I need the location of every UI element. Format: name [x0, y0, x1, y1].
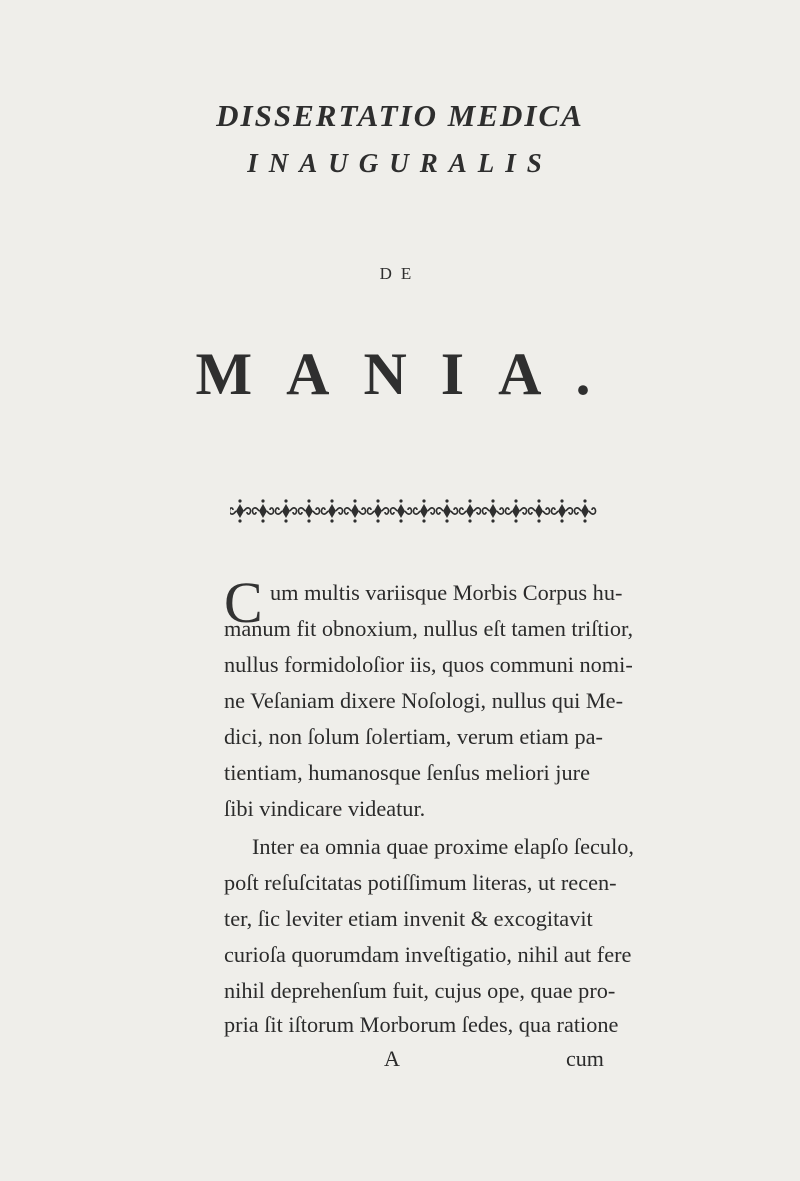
fleuron-unit	[390, 499, 411, 522]
fleuron-unit	[321, 499, 342, 522]
text-line-11: curioſa quorumdam inveſtigatio, nihil aut fere	[224, 942, 632, 967]
text-line-2: manum fit obnoxium, nullus eſt tamen triſtior,	[224, 616, 634, 641]
title-line-2: INAUGURALIS	[247, 148, 553, 178]
text-line-10: ter, ſic leviter etiam invenit & excogitavit	[224, 906, 593, 931]
fleuron-unit	[367, 499, 388, 522]
drop-capital: C	[224, 570, 263, 635]
fleuron-unit	[275, 499, 296, 522]
text-line-3: nullus formidoloſior iis, quos communi nomi-	[224, 652, 633, 677]
text-line-4: ne Veſaniam dixere Noſologi, nullus qui Me-	[224, 688, 624, 713]
fleuron-band-icon	[230, 498, 600, 524]
fleuron-unit	[344, 499, 365, 522]
text-line-13: pria ſit iſtorum Morborum ſedes, qua ratione	[224, 1012, 619, 1037]
text-line-12: nihil deprehenſum fuit, cujus ope, quae pro-	[224, 978, 616, 1003]
text-line-5: dici, non ſolum ſolertiam, verum etiam pa-	[224, 724, 603, 749]
fleuron-unit	[459, 499, 480, 522]
fleuron-unit	[436, 499, 457, 522]
signature-mark: A	[384, 1046, 400, 1071]
fleuron-unit	[482, 499, 503, 522]
text-line-1: um multis variisque Morbis Corpus hu-	[270, 580, 623, 605]
subject-title: MANIA.	[195, 341, 625, 407]
fleuron-unit	[505, 499, 526, 522]
title-line-1: DISSERTATIO MEDICA	[216, 98, 584, 133]
fleuron-unit	[413, 499, 434, 522]
title-de: DE	[379, 264, 421, 283]
text-line-6: tientiam, humanosque ſenſus meliori jure	[224, 760, 590, 785]
fleuron-unit	[230, 499, 251, 522]
catchword: cum	[566, 1046, 604, 1071]
fleuron-unit	[574, 499, 595, 522]
fleuron-unit	[528, 499, 549, 522]
fleuron-unit	[252, 499, 273, 522]
fleuron-unit	[551, 499, 572, 522]
text-line-7: ſibi vindicare videatur.	[224, 796, 426, 821]
text-line-8: Inter ea omnia quae proxime elapſo ſeculo,	[252, 834, 634, 859]
text-line-9: poſt reſuſcitatas potiſſimum literas, ut recen-	[224, 870, 617, 895]
fleuron-unit	[298, 499, 319, 522]
